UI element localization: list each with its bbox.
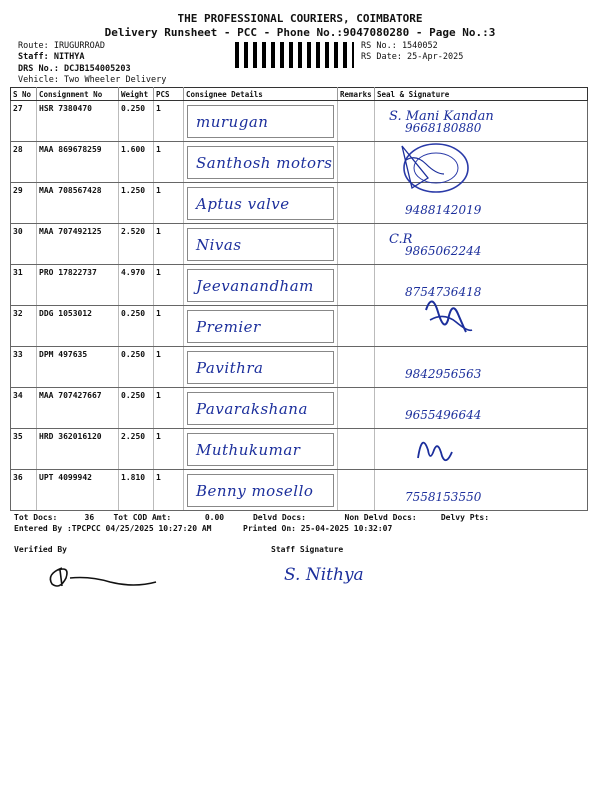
sno-cell: 31 <box>11 265 37 306</box>
receiver-phone: 9865062244 <box>405 244 482 258</box>
consignee-name: murugan <box>196 113 269 131</box>
sno-cell: 29 <box>11 183 37 224</box>
sno-cell: 35 <box>11 429 37 470</box>
col-header-pcs: PCS <box>154 88 184 101</box>
receiver-phone: 9655496644 <box>405 408 482 422</box>
pcs-cell: 1 <box>154 429 184 470</box>
remarks-cell <box>338 183 375 224</box>
remarks-cell <box>338 142 375 183</box>
seal-signature-cell <box>375 347 588 388</box>
remarks-cell <box>338 347 375 388</box>
tot-docs-label: Tot Docs: <box>14 513 58 522</box>
consignee-cell <box>184 470 338 511</box>
table-row <box>11 429 588 470</box>
seal-signature-cell <box>375 429 588 470</box>
weight-cell: 1.810 <box>119 470 154 511</box>
remarks-cell <box>338 306 375 347</box>
seal-signature-cell <box>375 388 588 429</box>
table-row <box>11 265 588 306</box>
receiver-signature: S. Mani Kandan <box>389 109 494 124</box>
company-name: THE PROFESSIONAL COURIERS, COIMBATORE <box>177 12 423 25</box>
remarks-cell <box>338 470 375 511</box>
drs-number: DRS No.: DCJB154005203 <box>18 64 131 74</box>
seal-signature-cell <box>375 101 588 142</box>
weight-cell: 0.250 <box>119 306 154 347</box>
route-label: Route: IRUGURROAD <box>18 41 105 51</box>
weight-cell: 0.250 <box>119 388 154 429</box>
consignee-cell <box>184 183 338 224</box>
sno-cell: 27 <box>11 101 37 142</box>
consignee-name: Aptus valve <box>196 195 290 213</box>
sno-cell: 30 <box>11 224 37 265</box>
sno-cell: 28 <box>11 142 37 183</box>
sno-cell: 36 <box>11 470 37 511</box>
table-row <box>11 306 588 347</box>
table-row <box>11 470 588 511</box>
pcs-cell: 1 <box>154 388 184 429</box>
pcs-cell: 1 <box>154 347 184 388</box>
col-header-weight: Weight <box>119 88 154 101</box>
entered-by: Entered By :TPCPCC 04/25/2025 10:27:20 AM <box>14 524 212 533</box>
consignment-cell: DPM 497635 <box>37 347 119 388</box>
rs-number: RS No.: 1540052 <box>361 41 438 51</box>
sno-cell: 33 <box>11 347 37 388</box>
consignee-name: Jeevanandham <box>196 277 314 295</box>
runsheet-title: Delivery Runsheet - PCC - Phone No.:9047080280 - Page No.:3 <box>104 26 496 39</box>
consignment-cell: HRD 362016120 <box>37 429 119 470</box>
col-header-consignment: Consignment No <box>37 88 119 101</box>
signature-scribble <box>418 290 478 338</box>
printed-on: Printed On: 25-04-2025 10:32:07 <box>243 524 393 533</box>
consignee-cell <box>184 306 338 347</box>
table-row <box>11 388 588 429</box>
remarks-cell <box>338 429 375 470</box>
consignee-name: Benny mosello <box>196 482 314 500</box>
consignment-cell: DDG 1053012 <box>37 306 119 347</box>
verified-by-label: Verified By <box>14 545 67 554</box>
consignee-cell <box>184 347 338 388</box>
vehicle-label: Vehicle: Two Wheeler Delivery <box>18 75 167 85</box>
seal-signature-cell <box>375 306 588 347</box>
seal-signature-cell <box>375 265 588 306</box>
receiver-phone: 8754736418 <box>405 285 482 299</box>
table-row <box>11 347 588 388</box>
receiver-phone: 9668180880 <box>405 121 482 135</box>
consignee-cell <box>184 224 338 265</box>
consignee-cell <box>184 101 338 142</box>
weight-cell: 1.600 <box>119 142 154 183</box>
pcs-cell: 1 <box>154 265 184 306</box>
pcs-cell: 1 <box>154 101 184 142</box>
consignee-name: Premier <box>196 318 261 336</box>
tot-docs-value: 36 <box>84 513 95 522</box>
consignment-cell: MAA 708567428 <box>37 183 119 224</box>
consignment-cell: PRO 17822737 <box>37 265 119 306</box>
consignment-cell: UPT 4099942 <box>37 470 119 511</box>
consignment-cell: MAA 707427667 <box>37 388 119 429</box>
sno-cell: 32 <box>11 306 37 347</box>
consignment-cell: MAA 707492125 <box>37 224 119 265</box>
delvy-pts-label: Delvy Pts: <box>440 513 490 522</box>
seal-signature-cell <box>375 224 588 265</box>
pcs-cell: 1 <box>154 142 184 183</box>
consignee-name: Santhosh motors <box>196 154 333 172</box>
consignee-cell <box>184 429 338 470</box>
table-row <box>11 224 588 265</box>
table-row <box>11 183 588 224</box>
weight-cell: 1.250 <box>119 183 154 224</box>
remarks-cell <box>338 388 375 429</box>
signature-scribble <box>412 428 462 468</box>
consignee-name: Nivas <box>196 236 242 254</box>
pcs-cell: 1 <box>154 306 184 347</box>
rs-date: RS Date: 25-Apr-2025 <box>361 52 464 62</box>
non-delvd-docs-label: Non Delvd Docs: <box>344 513 417 522</box>
consignee-cell <box>184 388 338 429</box>
staff-signature: S. Nithya <box>284 565 364 585</box>
staff-label: Staff: NITHYA <box>18 52 85 62</box>
remarks-cell <box>338 224 375 265</box>
col-header-remarks: Remarks <box>338 88 375 101</box>
pcs-cell: 1 <box>154 224 184 265</box>
weight-cell: 0.250 <box>119 347 154 388</box>
verified-by-signature <box>40 560 180 592</box>
tot-cod-label: Tot COD Amt: <box>113 513 172 522</box>
seal-signature-cell <box>375 470 588 511</box>
pcs-cell: 1 <box>154 470 184 511</box>
remarks-cell <box>338 101 375 142</box>
sno-cell: 34 <box>11 388 37 429</box>
consignee-cell <box>184 265 338 306</box>
receiver-phone: 9842956563 <box>405 367 482 381</box>
delvd-docs-label: Delvd Docs: <box>252 513 306 522</box>
col-header-consignee: Consignee Details <box>184 88 338 101</box>
weight-cell: 2.250 <box>119 429 154 470</box>
weight-cell: 0.250 <box>119 101 154 142</box>
tot-cod-value: 0.00 <box>204 513 225 522</box>
consignee-name: Pavarakshana <box>196 400 308 418</box>
pcs-cell: 1 <box>154 183 184 224</box>
col-header-signature: Seal & Signature <box>375 88 588 101</box>
table-row <box>11 101 588 142</box>
runsheet-table <box>10 87 588 511</box>
consignee-name: Muthukumar <box>196 441 301 459</box>
receiver-signature: C.R <box>389 232 413 247</box>
weight-cell: 2.520 <box>119 224 154 265</box>
staff-signature-label: Staff Signature <box>271 545 344 554</box>
barcode <box>232 42 354 68</box>
table-row <box>11 142 588 183</box>
remarks-cell <box>338 265 375 306</box>
weight-cell: 4.970 <box>119 265 154 306</box>
receiver-phone: 9488142019 <box>405 203 482 217</box>
table-header-row <box>11 88 588 101</box>
consignee-name: Pavithra <box>196 359 264 377</box>
consignment-cell: MAA 869678259 <box>37 142 119 183</box>
consignment-cell: HSR 7380470 <box>37 101 119 142</box>
consignee-cell <box>184 142 338 183</box>
col-header-sno: S No <box>11 88 37 101</box>
totals-line <box>14 513 489 522</box>
company-seal-stamp <box>392 138 480 200</box>
receiver-phone: 7558153550 <box>405 490 482 504</box>
